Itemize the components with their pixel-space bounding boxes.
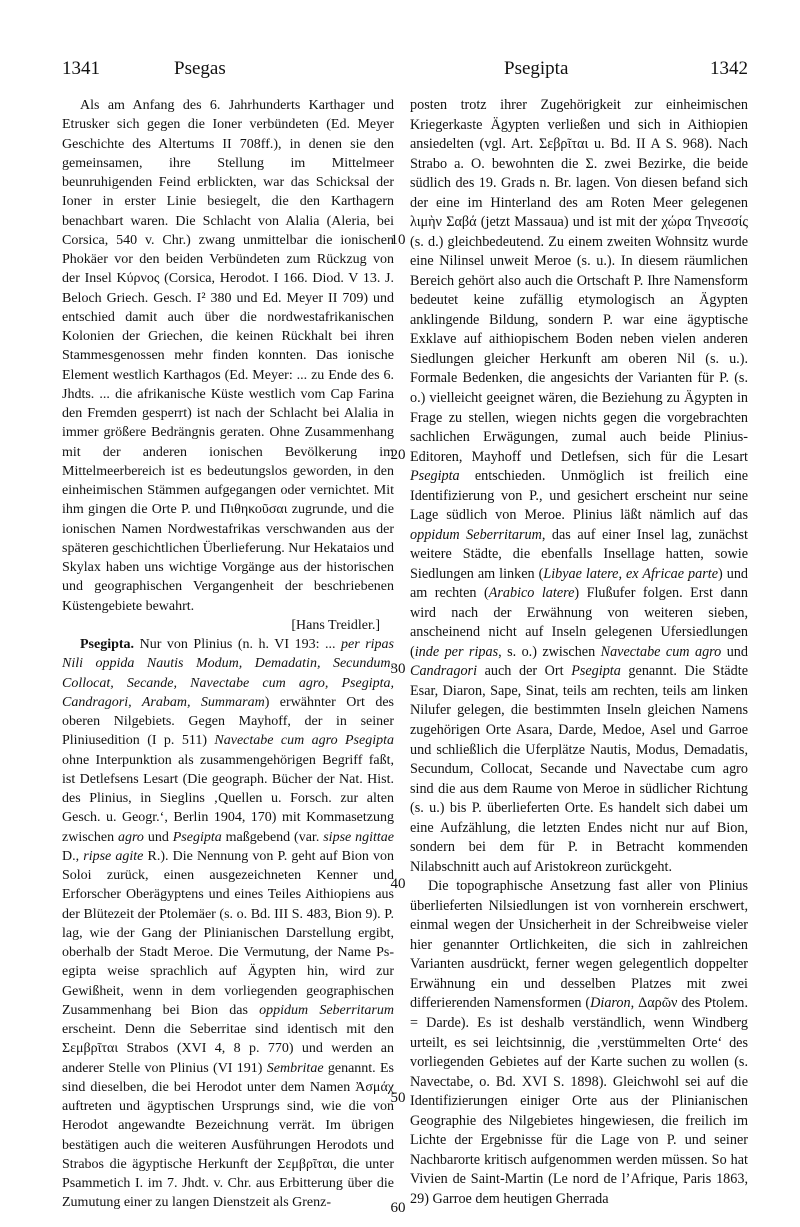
right-page-number: 1342 <box>710 58 748 79</box>
line-number-50: 50 <box>390 1090 406 1106</box>
line-number-10: 10 <box>390 232 406 248</box>
line-number-20: 20 <box>390 447 406 463</box>
left-page-number: 1341 <box>62 58 100 79</box>
author-signature: [Hans Treidler.] <box>291 617 380 633</box>
left-column <box>62 96 394 1213</box>
left-running-title: Psegas <box>174 58 226 79</box>
line-number-60: 60 <box>390 1200 406 1216</box>
topography-paragraph: Die topographische Ansetzung fast aller von Plinius überlieferten Nilsiedlungen ist von vornherein erschwert, einmal wegen der Unsicherheit in der Schreibweise vieler hier genannter Ortlichkeiten, die sich in zahlreichen Varianten ausdrückt, ferner wegen gelegentlich doppelter Erwähnung ein und desselben Platzes mit zwei differierenden Namensformen (Diaron, Δαρῶν des Ptolem. = Darde). Es ist deshalb verständlich, wenn Windberg urteilt, es sei leichtsinnig, die ‚verstümmelten Orte‘ des vorliegenden Gebietes auf der Karte suchen zu wollen (s. Navectabe, o. Bd. XVI S. 1898). Gleichwohl sei auf die Identifizierungen einiger Orte aus der Plinianischen Geographie des Nilgebietes hingewiesen, die freilich im Lichte der Ergebnisse für die Lage von P. und seiner Nachbarorte kritisch aufgenommen werden müssen. So hat Vivien de Saint-Martin (Le nord de l’Afrique, Paris 1863, 29) Garroe dem heutigen Gherrada <box>410 878 748 1207</box>
right-running-title: Psegipta <box>504 58 569 79</box>
psegipta-entry: Psegipta. Nur von Plinius (n. h. VI 193: ... per ripas Nili oppida Nautis Modum, Demadatin, Secundum, Collocat, Secande, Navectabe cum agro, Psegipta, Candragori, Arabam, Summaram) erwähnter Ort des oberen Nilgebiets. Gegen Mayhoff, der in seiner Pliniusedition (I p. 511) Navectabe cum agro Psegipta ohne Interpunktion als zusammengehörigen Begriff faßt, ist Detlefsens Lesart (Die geograph. Bücher der Nat. Hist. des Plinius, in Sieglins ‚Quellen u. Forsch. zur alten Gesch. u. Geogr.‘, Berlin 1904, 170) mit Kommasetzung zwischen agro und Psegipta maßgebend (var. sipse ngittae D., ripse agite R.). Die Nennung von P. geht auf Bion von Soloi zurück, einen ausgezeichneten Kenner und Erforscher Oberägyptens und eines Teiles Aithiopiens aus der Blütezeit der Ptolemäer (s. o. Bd. III S. 483, Bion 9). P. lag, wie der Gang der Plinianischen Darstellung ergibt, oberhalb der Stadt Meroe. Die Vermutung, der Name Ps-egipta weise sprachlich auf Ägypten hin, wird zur Gewißheit, wenn in dem vorliegenden geographischen Zusammenhang bei Bion das oppidum Seberritarum erscheint. Denn die Seberritae sind identisch mit den Σεμβρῖται Strabos (XVI 4, 8 p. 770) und werden an anderer Stelle von Plinius (VI 191) Sembritae genannt. Es sind dieselben, die bei Herodot unter dem Namen Ἀσμάχ auftreten und ägyptischen Ursprungs sind, wie die von Herodot angewandte Bezeichnung verrät. Im übrigen bestätigen auch die weiteren Ausführungen Herodots und Strabos die ägyptische Herkunft der Σεμβρῖται, die unter Psammetich I. im 7. Jhdt. v. Chr. aus Erbitterung über die Zumutung einer zu langen Dienstzeit als Grenz- <box>62 637 395 1211</box>
line-number-40: 40 <box>390 876 406 892</box>
right-column <box>410 96 748 1209</box>
page-header <box>62 58 748 84</box>
line-number-30: 30 <box>390 661 406 677</box>
continuation-paragraph: posten trotz ihrer Zugehörigkeit zur einheimischen Kriegerkaste Ägypten verließen und sich in Aithiopien ansiedelten (vgl. Art. Σεβρῖται u. Bd. II A S. 968). Nach Strabo a. O. bewohnten die Σ. zwei Bezirke, die beide südlich des 19. Grads n. Br. lagen. Von diesen befand sich der eine im Hinterland des am Roten Meer gelegenen λιμὴν Σαβά (jetzt Massaua) und ist mit der χώρα Τηνεσσίς (s. d.) gleichbedeutend. Zu einem zweiten Wohnsitz wurde eine Nilinsel unweit Meroe (s. u.). In diesem räumlichen Bereich gehört also auch die Ortschaft P. Ihre Namensform bedeutet keine zufällig etymologisch an Ägypten anklingende Bildung, sondern P. war eine ägyptische Exklave auf aithiopischem Boden neben vielen anderen Siedlungen gleicher Herkunft am oberen Nil (s. u.). Formale Bedenken, die angesichts der Varianten für P. (s. o.) vielleicht geeignet wären, die Beziehung zu Ägypten in Frage zu stellen, wiegen nichts gegen die vorgebrachten sachlichen Erwägungen, zumal auch beide Plinius-Editoren, Mayhoff und Detlefsen, sich für die Lesart Psegipta entschieden. Unmöglich ist freilich eine Identifizierung von P., und gesichert erscheint nur seine Lage südlich von Meroe. Plinius läßt nämlich auf das oppidum Seberritarum, das auf einer Insel lag, zunächst weitere Städte, die ebenfalls Insellage hatten, sowie Siedlungen am linken (Libyae latere, ex Africae parte) und am rechten (Arabico latere) Flußufer folgen. Erst dann wird nach der Erwähnung von weiteren sieben, anscheinend nicht auf Inseln gelegenen Ufersiedlungen (inde per ripas, s. o.) zwischen Navectabe cum agro und Candragori auch der Ort Psegipta genannt. Die Städte Esar, Diaron, Sape, Sinat, teils am rechten, teils am linken Nilufer gelegen, die bestimmten Inseln gleichen Namens zugehörigen Orte Asara, Darde, Medoe, Asel und Garroe und schließlich die Uferplätze Nautis, Modus, Demadatis, Secundum, Collocat, Secande und Navectabe cum agro sind die aus dem Raume von Meroe in südlicher Richtung (s. u.) bis P. überlieferten Orte. Es handelt sich dabei um eine Aufzählung, die letzten Endes nicht nur auf Bion, sondern bei dem für P. in Betracht kommenden Nilabschnitt auch auf Aristokreon zurückgeht. <box>410 97 749 875</box>
psegas-paragraph: Als am Anfang des 6. Jahrhunderts Karthager und Etrusker sich gegen die Ioner verbündeten (Ed. Meyer Geschichte des Altertums II 708ff.), in denen sie den gemeinsamen, ihre Stellung im Mittelmeer beunruhigenden Feind erblickten, war das Schicksal der Ioner in erster Linie besiegelt, die den Karthagern benachbart waren. Die Schlacht von Alalia (Aleria, bei Corsica, 540 v. Chr.) zwang unmittelbar die ionischen Phokäer vor den beiden Verbündeten zum Rückzug von der Insel Κύρνος (Corsica, Herodot. I 166. Diod. V 13. J. Beloch Griech. Gesch. I² 380 und Ed. Meyer II 709) und entschied damit auch über die nordwestafrikanischen Kolonien der Griechen, die keinen Rückhalt bei ihren Stammesgenossen mehr finden konnten. Das ionische Element westlich Karthagos (Ed. Meyer: ... zu Ende des 6. Jhdts. ... die afrikanische Küste westlich vom Cap Farina den Fremden gesperrt) ist nach der Schlacht bei Alalia in immer größere Bedrängnis geraten. Ohne Zusammenhang mit der anderen ionischen Bevölkerung im Mittelmeerbereich ist es bedeutungslos geworden, in den einheimischen Stämmen aufgegangen oder vernichtet. Mit ihm gingen die Orte P. und Πιθηκοῦσαι zugrunde, und die ionischen Namen Nordwestafrikas verschwanden aus der späteren geschichtlichen Überlieferung. Nur Hekataios und Skylax haben uns wichtige Vorgänge aus der historischen und geographischen Vergangenheit der beschriebenen Küstengebiete bewahrt. <box>62 98 394 614</box>
entry-heading: Psegipta. <box>80 637 135 652</box>
